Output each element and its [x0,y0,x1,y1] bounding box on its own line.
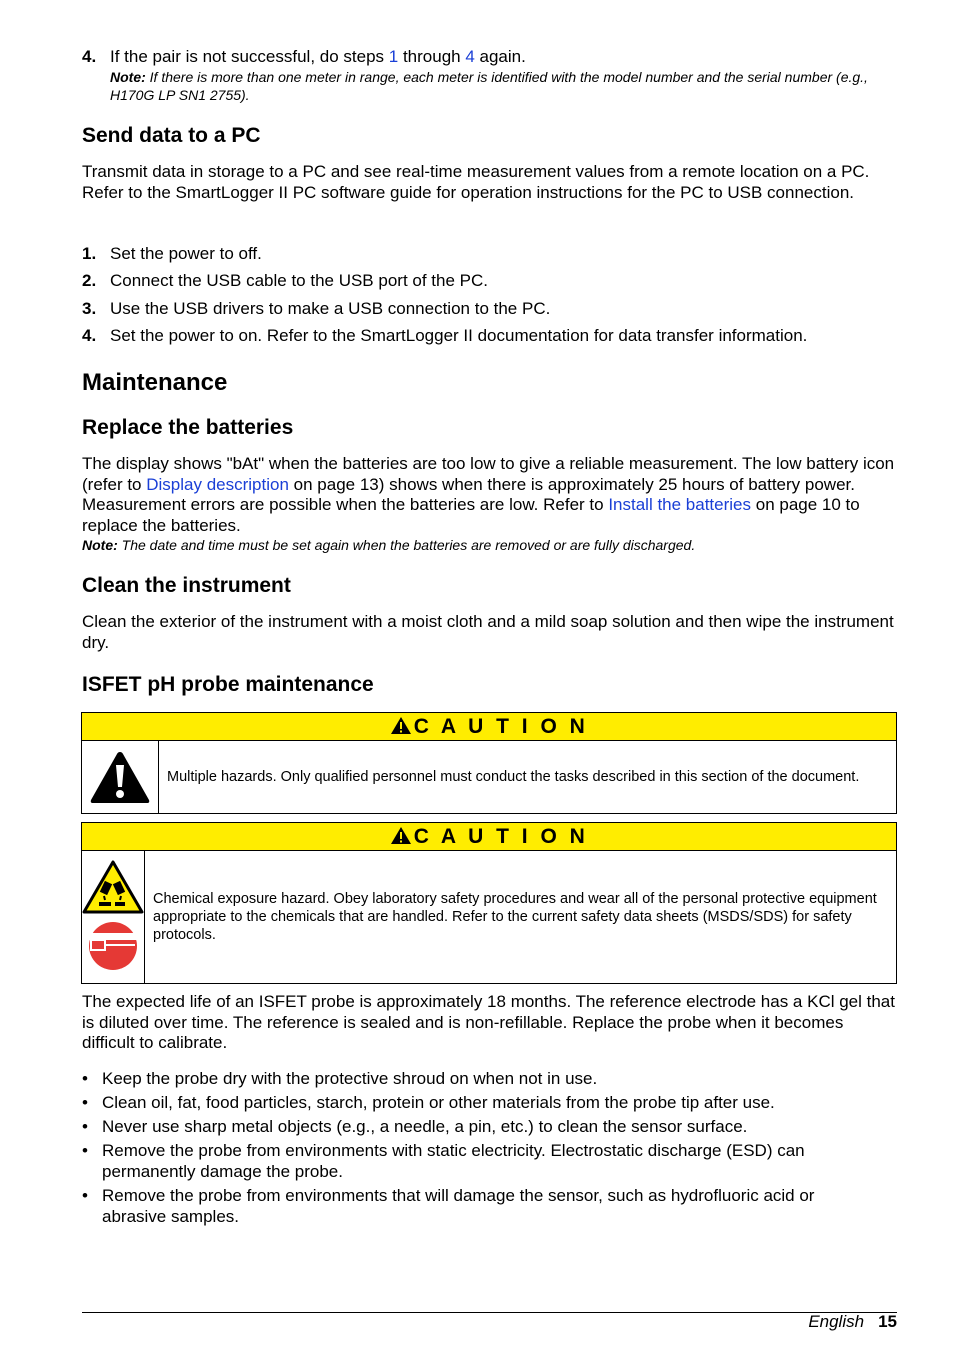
page-number: 15 [878,1312,897,1331]
footer-rule [82,1312,897,1313]
caution-text: Multiple hazards. Only qualified personnel must conduct the tasks described in this section of the document. [167,768,860,785]
pairing-steps [82,47,897,104]
replace-batteries-section [82,454,897,554]
caution-box-chemical-exposure [81,822,897,984]
list-item: • Keep the probe dry with the protective shroud on when not in use. [82,1069,872,1090]
list-item: • Remove the probe from environments that will damage the sensor, such as hydrofluoric acid or abrasive samples. [82,1186,872,1227]
caution-header: C A U T I O N [82,823,896,851]
step-4-link[interactable]: 4 [465,47,475,66]
send-step: 1. Set the power to off. [82,244,262,263]
list-item: • Never use sharp metal objects (e.g., a needle, a pin, etc.) to clean the sensor surface. [82,1117,872,1138]
isfet-intro: The expected life of an ISFET probe is approximately 18 months. The reference electrode has a KCl gel that is diluted over time. The reference is sealed and is non-refillable. Replace the probe when it becomes difficult to calibrate. [82,992,895,1053]
send-step: 4. Set the power to on. Refer to the SmartLogger II documentation for data transfer information. [82,326,808,346]
send-data-intro: Transmit data in storage to a PC and see real-time measurement values from a remote location on a PC. Refer to the SmartLogger II PC software guide for operation instructions for the PC to USB connection. [82,162,870,202]
list-item: • Clean oil, fat, food particles, starch, protein or other materials from the probe tip after use. [82,1093,872,1114]
isfet-heading: ISFET pH probe maintenance [82,673,374,696]
clean-instrument-text: Clean the exterior of the instrument with a moist cloth and a mild soap solution and then wipe the instrument dry. [82,612,894,652]
step-number: 4. [82,47,97,66]
pairing-step-4: 4. If the pair is not successful, do steps 1 through 4 again. Note: If there is more than one meter in range, each meter is identified with the model number and the serial number (e.g., H170G LP SN1 2755). [82,47,897,104]
warning-triangle-small-icon [390,716,412,735]
maintenance-heading: Maintenance [82,369,228,396]
install-batteries-link[interactable]: Install the batteries [608,495,752,515]
send-step: 3. Use the USB drivers to make a USB connection to the PC. [82,298,551,318]
batteries-paragraph: The display shows "bAt" when the batteries are too low to give a reliable measurement. The low battery icon (refer to Display description on page 13) shows when there is approximately 25 hours of battery power. Measurement errors are possible when the batteries are low. Refer to Install the batteries on page 10 to replace the batteries. [82,454,895,535]
list-item: • Remove the probe from environments with static electricity. Electrostatic discharge (ESD) can permanently damage the probe. [82,1141,872,1182]
send-step: 2. Connect the USB cable to the USB port of the PC. [82,271,488,291]
send-data-heading: Send data to a PC [82,124,261,147]
safety-glasses-icon [87,918,139,974]
isfet-bullet-list [82,1069,872,1231]
send-data-steps [82,244,897,347]
batteries-note: Note: The date and time must be set again when the batteries are removed or are fully discharged. [82,537,696,554]
chemical-hazard-icon [82,860,144,914]
caution-text: Chemical exposure hazard. Obey laboratory safety procedures and wear all of the personal protective equipment appropriate to the chemicals that are handled. Refer to the current safety data sheets (MSDS/SDS) for safety protocols. [153,890,877,944]
page-footer [808,1312,897,1332]
caution-box-multiple-hazards [81,712,897,814]
step-1-link[interactable]: 1 [388,47,399,66]
warning-triangle-icon [82,741,159,813]
replace-batteries-heading: Replace the batteries [82,416,294,439]
caution-header: C A U T I O N [82,713,896,741]
display-description-link[interactable]: Display description [146,474,289,494]
pairing-note: Note: If there is more than one meter in range, each meter is identified with the model number and the serial number (e.g., H170G LP SN1 2755). [110,68,868,103]
warning-triangle-small-icon [390,826,412,845]
footer-language: English [808,1312,865,1331]
clean-instrument-heading: Clean the instrument [82,574,291,597]
